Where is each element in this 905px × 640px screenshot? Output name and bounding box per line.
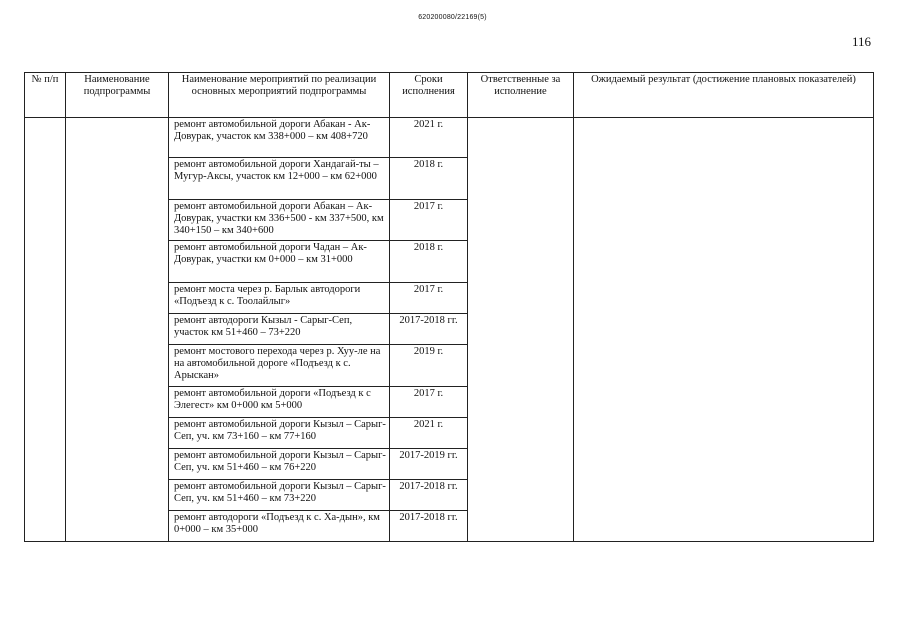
term-cell: 2021 г. — [390, 118, 468, 158]
page-number: 116 — [851, 34, 871, 49]
header-num: № п/п — [25, 73, 66, 118]
term-cell: 2017-2018 гг. — [390, 314, 468, 345]
header-measures: Наименование мероприятий по реализации основных мероприятий подпрограммы — [169, 73, 390, 118]
measure-cell: ремонт мостового перехода через р. Хуу-ле на на автомобильной дороге «Подъезд к с. Арыскан» — [169, 345, 390, 387]
num-cell — [25, 118, 66, 542]
measure-cell: ремонт автомобильной дороги Кызыл – Сарыг-Сеп, уч. км 73+160 – км 77+160 — [169, 418, 390, 449]
measure-cell: ремонт автомобильной дороги Хандагай-ты – Мугур-Аксы, участок км 12+000 – км 62+000 — [169, 158, 390, 200]
measure-cell: ремонт автомобильной дороги Чадан – Ак-Довурак, участки км 0+000 – км 31+000 — [169, 241, 390, 283]
table-header-row — [25, 73, 874, 118]
measure-cell: ремонт автомобильной дороги Абакан – Ак-Довурак, участки км 336+500 - км 337+500, км 340+150 – км 340+600 — [169, 200, 390, 241]
measure-cell: ремонт автомобильной дороги Кызыл – Сарыг-Сеп, уч. км 51+460 – км 76+220 — [169, 449, 390, 480]
measure-cell: ремонт автомобильной дороги Абакан - Ак-Довурак, участок км 338+000 – км 408+720 — [169, 118, 390, 158]
header-result: Ожидаемый результат (достижение плановых показателей) — [574, 73, 874, 118]
measure-cell: ремонт автодороги Кызыл - Сарыг-Сеп, участок км 51+460 – 73+220 — [169, 314, 390, 345]
result-cell — [574, 118, 874, 542]
subprogram-cell — [66, 118, 169, 542]
term-cell: 2017 г. — [390, 283, 468, 314]
measure-cell: ремонт автодороги «Подъезд к с. Ха-дын», км 0+000 – км 35+000 — [169, 511, 390, 542]
term-cell: 2017 г. — [390, 387, 468, 418]
measures-table — [24, 72, 874, 542]
term-cell: 2017 г. — [390, 200, 468, 241]
measure-cell: ремонт моста через р. Барлык автодороги «Подъезд к с. Тоолайлыг» — [169, 283, 390, 314]
term-cell: 2017-2018 гг. — [390, 480, 468, 511]
term-cell: 2017-2019 гг. — [390, 449, 468, 480]
term-cell: 2017-2018 гг. — [390, 511, 468, 542]
measure-cell: ремонт автомобильной дороги «Подъезд к с Элегест» км 0+000 км 5+000 — [169, 387, 390, 418]
measure-cell: ремонт автомобильной дороги Кызыл – Сарыг-Сеп, уч. км 51+460 – км 73+220 — [169, 480, 390, 511]
table-row — [25, 118, 874, 158]
term-cell: 2018 г. — [390, 158, 468, 200]
header-terms: Сроки исполнения — [390, 73, 468, 118]
document-id: 620200080/22169(5) — [418, 14, 487, 21]
term-cell: 2021 г. — [390, 418, 468, 449]
term-cell: 2019 г. — [390, 345, 468, 387]
term-cell: 2018 г. — [390, 241, 468, 283]
header-subprogram: Наименование подпрограммы — [66, 73, 169, 118]
header-responsible: Ответственные за исполнение — [468, 73, 574, 118]
responsible-cell — [468, 118, 574, 542]
